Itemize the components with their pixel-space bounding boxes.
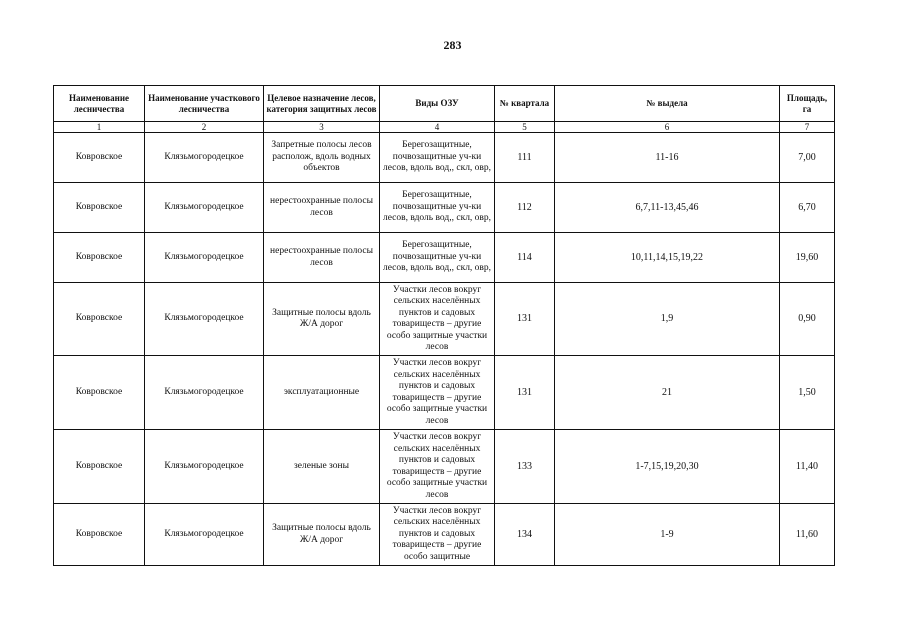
- cell-uchastkovoe: Клязьмогородецкое: [145, 133, 264, 183]
- cell-uchastkovoe: Клязьмогородецкое: [145, 283, 264, 356]
- column-number: 1: [54, 122, 145, 133]
- cell-lesnichestvo: Ковровское: [54, 356, 145, 430]
- cell-ozu: Участки лесов вокруг сельских населённых пунктов и садовых товариществ – другие особо защитные участки лесов: [380, 283, 495, 356]
- header-row: [54, 86, 835, 122]
- cell-uchastkovoe: Клязьмогородецкое: [145, 356, 264, 430]
- column-number: 2: [145, 122, 264, 133]
- cell-vydel: 6,7,11-13,45,46: [555, 183, 780, 233]
- cell-ozu: Берегозащитные, почвозащитные уч-ки лесов, вдоль вод,, скл, овр,: [380, 183, 495, 233]
- cell-lesnichestvo: Ковровское: [54, 504, 145, 566]
- table-row: [54, 356, 835, 430]
- cell-naznachenie: зеленые зоны: [264, 430, 380, 504]
- cell-vydel: 1-9: [555, 504, 780, 566]
- cell-naznachenie: Защитные полосы вдоль Ж/А дорог: [264, 504, 380, 566]
- cell-ozu: Участки лесов вокруг сельских населённых пунктов и садовых товариществ – другие особо защитные: [380, 504, 495, 566]
- cell-vydel: 1-7,15,19,20,30: [555, 430, 780, 504]
- column-number: 4: [380, 122, 495, 133]
- cell-vydel: 10,11,14,15,19,22: [555, 233, 780, 283]
- header-ozu: Виды ОЗУ: [380, 86, 495, 122]
- cell-uchastkovoe: Клязьмогородецкое: [145, 233, 264, 283]
- cell-kvartal: 114: [495, 233, 555, 283]
- cell-ploshchad: 6,70: [780, 183, 835, 233]
- header-vydel: № выдела: [555, 86, 780, 122]
- header-uchastkovoe: Наименование участкового лесничества: [145, 86, 264, 122]
- cell-ploshchad: 0,90: [780, 283, 835, 356]
- cell-ozu: Участки лесов вокруг сельских населённых пунктов и садовых товариществ – другие особо защитные участки лесов: [380, 430, 495, 504]
- cell-kvartal: 112: [495, 183, 555, 233]
- cell-uchastkovoe: Клязьмогородецкое: [145, 430, 264, 504]
- cell-vydel: 1,9: [555, 283, 780, 356]
- cell-ozu: Берегозащитные, почвозащитные уч-ки лесов, вдоль вод,, скл, овр,: [380, 133, 495, 183]
- cell-naznachenie: эксплуатационные: [264, 356, 380, 430]
- cell-ploshchad: 11,40: [780, 430, 835, 504]
- cell-ozu: Берегозащитные, почвозащитные уч-ки лесов, вдоль вод,, скл, овр,: [380, 233, 495, 283]
- cell-ploshchad: 1,50: [780, 356, 835, 430]
- header-kvartal: № квартала: [495, 86, 555, 122]
- table-row: [54, 233, 835, 283]
- table-row: [54, 430, 835, 504]
- cell-ploshchad: 7,00: [780, 133, 835, 183]
- cell-naznachenie: Защитные полосы вдоль Ж/А дорог: [264, 283, 380, 356]
- header-lesnichestvo: Наименование лесничества: [54, 86, 145, 122]
- cell-vydel: 11-16: [555, 133, 780, 183]
- cell-uchastkovoe: Клязьмогородецкое: [145, 504, 264, 566]
- column-number: 7: [780, 122, 835, 133]
- cell-uchastkovoe: Клязьмогородецкое: [145, 183, 264, 233]
- table-row: [54, 133, 835, 183]
- page-number: 283: [443, 38, 462, 52]
- cell-ozu: Участки лесов вокруг сельских населённых пунктов и садовых товариществ – другие особо защитные участки лесов: [380, 356, 495, 430]
- header-naznachenie: Целевое назначение лесов, категория защитных лесов: [264, 86, 380, 122]
- cell-ploshchad: 19,60: [780, 233, 835, 283]
- column-number-row: [54, 122, 835, 133]
- table-row: [54, 183, 835, 233]
- column-number: 5: [495, 122, 555, 133]
- column-number: 6: [555, 122, 780, 133]
- table-row: [54, 283, 835, 356]
- cell-lesnichestvo: Ковровское: [54, 430, 145, 504]
- cell-naznachenie: Запретные полосы лесов располож, вдоль водных объектов: [264, 133, 380, 183]
- header-ploshchad: Площадь, га: [780, 86, 835, 122]
- cell-kvartal: 134: [495, 504, 555, 566]
- cell-kvartal: 131: [495, 356, 555, 430]
- column-number: 3: [264, 122, 380, 133]
- cell-lesnichestvo: Ковровское: [54, 183, 145, 233]
- forest-table: [53, 85, 835, 566]
- cell-kvartal: 131: [495, 283, 555, 356]
- cell-lesnichestvo: Ковровское: [54, 133, 145, 183]
- cell-naznachenie: нерестоохранные полосы лесов: [264, 233, 380, 283]
- cell-naznachenie: нерестоохранные полосы лесов: [264, 183, 380, 233]
- cell-ploshchad: 11,60: [780, 504, 835, 566]
- cell-kvartal: 133: [495, 430, 555, 504]
- table-row: [54, 504, 835, 566]
- cell-lesnichestvo: Ковровское: [54, 283, 145, 356]
- cell-kvartal: 111: [495, 133, 555, 183]
- cell-lesnichestvo: Ковровское: [54, 233, 145, 283]
- cell-vydel: 21: [555, 356, 780, 430]
